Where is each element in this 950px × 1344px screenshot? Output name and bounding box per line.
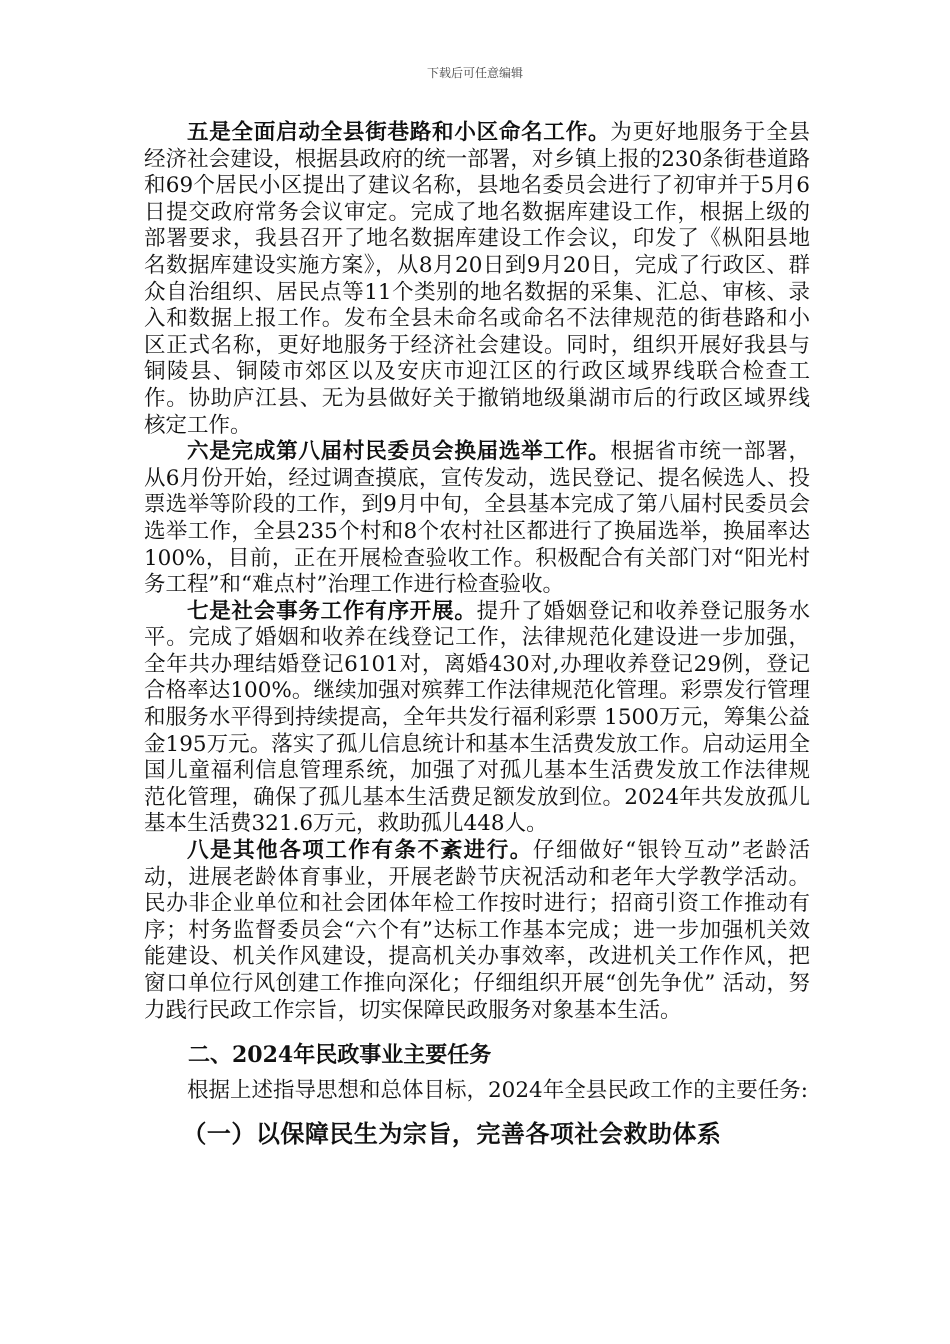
section-heading: 二、2024年民政事业主要任务: [188, 1042, 492, 1069]
paragraph-lead: 七是社会事务工作有序开展。: [187, 598, 477, 624]
paragraph-village-election: [144, 439, 810, 599]
paragraph-lead: 八是其他各项工作有条不紊进行。: [187, 838, 533, 864]
section-intro: 根据上述指导思想和总体目标，2024年全县民政工作的主要任务:: [187, 1078, 808, 1104]
document-body: [144, 120, 810, 1151]
paragraph-text: 提升了婚姻登记和收养登记服务水平。完成了婚姻和收养在线登记工作，法律规范化建设进一步加强，全年共办理结婚登记6101对，离婚430对,办理收养登记29例，登记合格率达100%。继续加强对殡葬工作法律规范化管理。彩票发行管理和服务水平得到持续提高，全年共发行福利彩票 1500万元，筹集公益金195万元。落实了孤儿信息统计和基本生活费发放工作。启动运用全国儿童福利信息管理系统，加强了对孤儿基本生活费发放工作法律规范化管理，确保了孤儿基本生活费足额发放到位。2024年共发放孤儿基本生活费321.6万元，救助孤儿448人。: [144, 598, 811, 837]
paragraph-text: 根据省市统一部署，从6月份开始，经过调查摸底，宣传发动，选民登记、提名候选人、投票选举等阶段的工作，到9月中旬，全县基本完成了第八届村民委员会选举工作，全县235个村和8个农村社区都进行了换届选举，换届率达100%，目前，正在开展检查验收工作。积极配合有关部门对“阳光村务工程”和“难点村”治理工作进行检查验收。: [144, 439, 810, 598]
subsection-heading: （一）以保障民生为宗旨，完善各项社会救助体系: [182, 1118, 722, 1148]
page-header: 下载后可任意编辑: [426, 66, 523, 80]
paragraph-lead: 五是全面启动全县街巷路和小区命名工作。: [187, 120, 611, 145]
paragraph-lead: 六是完成第八届村民委员会换届选举工作。: [187, 439, 611, 465]
paragraph-other-work: [144, 838, 810, 1024]
paragraph-street-naming: [144, 120, 810, 439]
paragraph-text: 仔细做好“银铃互动”老龄活动，进展老龄体育事业，开展老龄节庆祝活动和老年大学教学活动。民办非企业单位和社会团体年检工作按时进行；招商引资工作推动有序；村务监督委员会“六个有”达标工作基本完成；进一步加强机关效能建设、机关作风建设，提高机关办事效率，改进机关工作作风，把窗口单位行风创建工作推向深化；仔细组织开展“创先争优” 活动，努力践行民政工作宗旨，切实保障民政服务对象基本生活。: [144, 838, 810, 1023]
paragraph-social-affairs: [144, 599, 810, 838]
paragraph-text: 为更好地服务于全县经济社会建设，根据县政府的统一部署，对乡镇上报的230条街巷道路和69个居民小区提出了建议名称，县地名委员会进行了初审并于5月6日提交政府常务会议审定。完成了地名数据库建设工作，根据上级的部署要求，我县召开了地名数据库建设工作会议，印发了《枞阳县地名数据库建设实施方案》，从8月20日到9月20日，完成了行政区、群众自治组织、居民点等11个类别的地名数据的采集、汇总、审核、录入和数据上报工作。发布全县未命名或命名不法律规范的街巷路和小区正式名称，更好地服务于经济社会建设。同时，组织开展好我县与铜陵县、铜陵市郊区以及安庆市迎江区的行政区域界线联合检查工作。协助庐江县、无为县做好关于撤销地级巢湖市后的行政区域界线核定工作。: [144, 120, 810, 438]
